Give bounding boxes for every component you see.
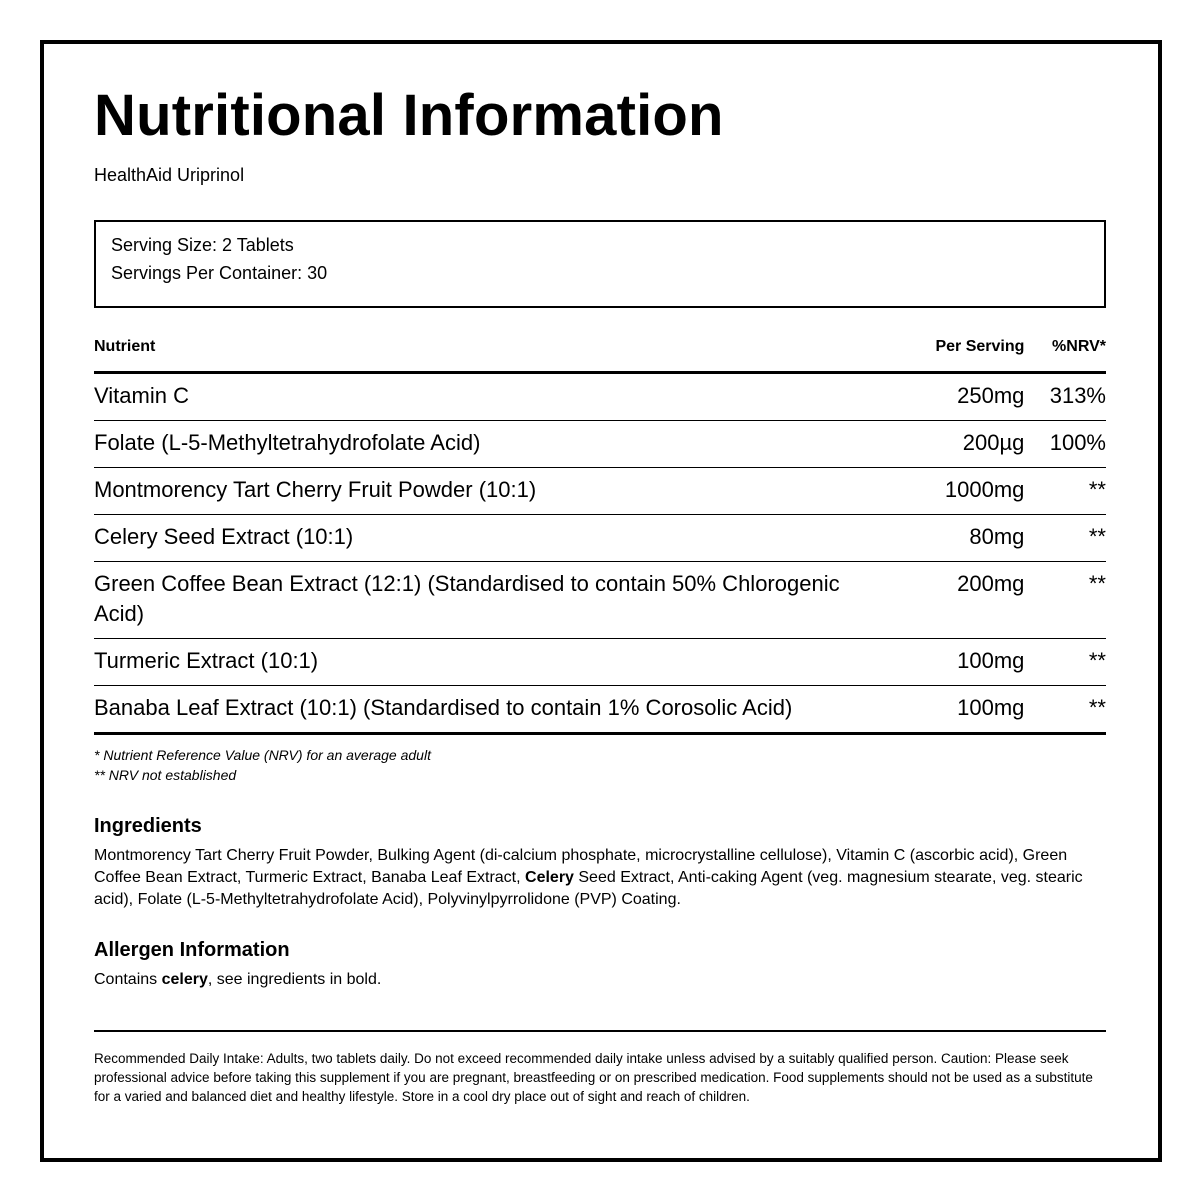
per-serving-value: 1000mg [915, 468, 1025, 515]
column-header-per-serving: Per Serving [915, 336, 1025, 373]
allergen-text-before: Contains [94, 971, 162, 988]
nutrient-name: Banaba Leaf Extract (10:1) (Standardised to contain 1% Corosolic Acid) [94, 686, 915, 734]
table-row [94, 468, 1106, 515]
nrv-value: ** [1024, 562, 1106, 639]
allergen-heading: Allergen Information [94, 939, 290, 961]
per-serving-value: 200µg [915, 421, 1025, 468]
nutrient-name: Green Coffee Bean Extract (12:1) (Standardised to contain 50% Chlorogenic Acid) [94, 562, 915, 639]
table-row [94, 421, 1106, 468]
serving-size: Serving Size: 2 Tablets [111, 235, 294, 255]
nutrient-name: Turmeric Extract (10:1) [94, 639, 915, 686]
divider [94, 1030, 1106, 1032]
allergen-text-after: , see ingredients in bold. [207, 971, 382, 988]
nrv-value: 313% [1024, 373, 1106, 421]
nutrient-table [94, 336, 1106, 735]
nutrient-name: Vitamin C [94, 373, 915, 421]
table-row [94, 373, 1106, 421]
per-serving-value: 100mg [915, 686, 1025, 734]
nutrient-name: Celery Seed Extract (10:1) [94, 515, 915, 562]
serving-info-box [94, 220, 1106, 308]
per-serving-value: 80mg [915, 515, 1025, 562]
page-title: Nutritional Information [94, 83, 724, 148]
nrv-value: ** [1024, 686, 1106, 734]
ingredients-text-before: Montmorency Tart Cherry Fruit Powder, Bulking Agent (di-calcium phosphate, microcrystalline cellulose), Vitamin C (ascorbic acid), Green Coffee Bean Extract, Turmeric Extract, Banaba Leaf Extract, [94, 847, 1068, 886]
table-header-row [94, 336, 1106, 373]
table-row [94, 639, 1106, 686]
table-row [94, 686, 1106, 734]
nutrient-name: Folate (L-5-Methyltetrahydrofolate Acid) [94, 421, 915, 468]
servings-per-container: Servings Per Container: 30 [111, 263, 328, 283]
allergen-text [94, 969, 1106, 991]
nrv-value: ** [1024, 639, 1106, 686]
ingredients-heading: Ingredients [94, 815, 202, 837]
nrv-value: ** [1024, 468, 1106, 515]
footnote-nrv: * Nutrient Reference Value (NRV) for an average adult [94, 747, 431, 763]
per-serving-value: 250mg [915, 373, 1025, 421]
nrv-value: 100% [1024, 421, 1106, 468]
footnote-not-established: ** NRV not established [94, 767, 237, 783]
ingredients-text-after: Seed Extract, Anti-caking Agent (veg. magnesium stearate, veg. stearic acid), Folate (L-5-Methyltetrahydrofolate Acid), Polyvinylpyrrolidone (PVP) Coating. [94, 869, 1083, 908]
table-row [94, 562, 1106, 639]
table-row [94, 515, 1106, 562]
allergen-bold: celery [161, 971, 208, 988]
footnotes [94, 745, 1106, 785]
product-name: HealthAid Uriprinol [94, 165, 245, 185]
nutrient-name: Montmorency Tart Cherry Fruit Powder (10:1) [94, 468, 915, 515]
per-serving-value: 200mg [915, 562, 1025, 639]
ingredients-allergen-bold: Celery [525, 869, 574, 886]
ingredients-text [94, 845, 1106, 911]
nrv-value: ** [1024, 515, 1106, 562]
label-content [94, 80, 1106, 1106]
per-serving-value: 100mg [915, 639, 1025, 686]
column-header-nrv: %NRV* [1024, 336, 1106, 373]
disclaimer-text: Recommended Daily Intake: Adults, two tablets daily. Do not exceed recommended daily intake unless advised by a suitably qualified person. Caution: Please seek professional advice before taking this supplement if you are pregnant, breastfeeding or on prescribed medication. Food supplements should not be used as a substitute for a varied and balanced diet and healthy lifestyle. Store in a cool dry place out of sight and reach of children. [94, 1051, 1093, 1104]
column-header-nutrient: Nutrient [94, 336, 915, 373]
